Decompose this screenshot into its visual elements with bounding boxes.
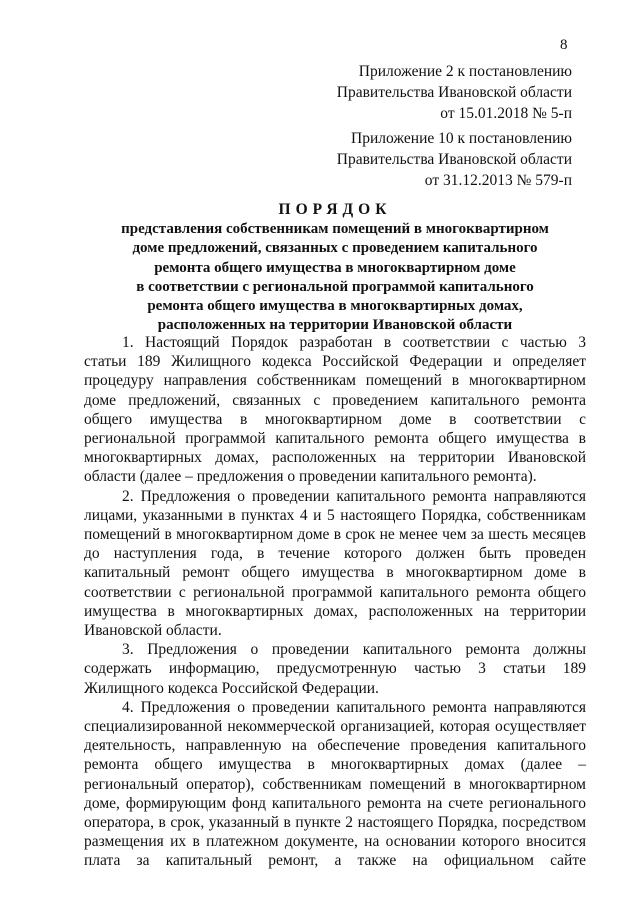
paragraph-line: 3. Предложения о проведении капитального ремонта должны: [122, 641, 586, 659]
paragraph-line: ремонта общего имущества в многоквартирных домах (далее –: [84, 756, 586, 774]
appendix-original-line: Правительства Ивановской области: [336, 151, 572, 168]
paragraph-4: [84, 698, 586, 871]
paragraph-line: общего имущества в многоквартирном доме в соответствии с: [84, 410, 586, 428]
appendix-current-line: Правительства Ивановской области: [336, 84, 572, 101]
appendix-original-line: от 31.12.2013 № 579-п: [424, 172, 572, 189]
paragraph-line: региональной программой капитального ремонта общего имущества в: [84, 430, 586, 448]
subtitle-line: доме предложений, связанных с проведением капитального: [132, 240, 538, 257]
paragraph-line: многоквартирных домах, расположенных на территории Ивановской: [84, 449, 586, 467]
page-number: 8: [560, 37, 568, 53]
paragraph-line: статьи 189 Жилищного кодекса Российской Федерации и определяет: [84, 353, 586, 371]
paragraph-line: 4. Предложения о проведении капитального ремонта направляются: [122, 698, 586, 716]
document-title: ПОРЯДОК: [278, 201, 392, 218]
appendix-original-header: [337, 128, 572, 191]
paragraph-line: процедуру направления собственникам помещений в многоквартирном: [84, 372, 586, 390]
appendix-original-line: Приложение 10 к постановлению: [351, 130, 572, 147]
paragraph-line: специализированной некоммерческой организацией, которая осуществляет: [84, 718, 586, 736]
paragraph-line: 1. Настоящий Порядок разработан в соответствии с частью 3: [122, 334, 586, 351]
paragraph-line: содержать информацию, предусмотренную частью 3 статьи 189: [84, 660, 586, 678]
paragraph-line: размещения их в платежном документе, на основании которого вносится: [84, 833, 586, 851]
paragraph-line: Ивановской области.: [84, 622, 222, 640]
paragraph-line: плата за капитальный ремонт, а также на официальном сайте: [84, 852, 586, 870]
paragraph-line: Жилищного кодекса Российской Федерации.: [84, 679, 379, 697]
subtitle-line: ремонта общего имущества в многоквартирном доме: [154, 259, 516, 276]
paragraph-line: деятельность, направленную на обеспечение проведения капитального: [84, 737, 586, 755]
appendix-current-header: [337, 61, 572, 124]
document-subtitle: [84, 220, 586, 336]
paragraph-line: соответствии с региональной программой капитального ремонта общего: [84, 583, 586, 601]
document-body: [84, 333, 586, 871]
paragraph-2: [84, 487, 586, 641]
paragraph-3: [84, 640, 586, 698]
paragraph-line: помещений в многоквартирном доме в срок не менее чем за шесть месяцев: [84, 526, 586, 544]
paragraph-1: [84, 333, 586, 487]
paragraph-line: 2. Предложения о проведении капитального ремонта направляются: [122, 487, 586, 505]
paragraph-line: оператора, в срок, указанный в пункте 2 настоящего Порядка, посредством: [84, 814, 586, 832]
paragraph-line: имущества в многоквартирных домах, расположенных на территории: [84, 602, 586, 620]
paragraph-line: доме, формирующим фонд капитального ремонта на счете регионального: [84, 794, 586, 812]
paragraph-line: доме предложений, связанных с проведением капитального ремонта: [84, 391, 586, 409]
paragraph-line: лицами, указанными в пунктах 4 и 5 настоящего Порядка, собственникам: [84, 506, 586, 524]
appendix-current-line: Приложение 2 к постановлению: [358, 63, 572, 80]
appendix-current-line: от 15.01.2018 № 5-п: [440, 105, 572, 122]
subtitle-line: расположенных на территории Ивановской области: [157, 317, 513, 334]
subtitle-line: ремонта общего имущества в многоквартирных домах,: [147, 298, 523, 315]
paragraph-line: области (далее – предложения о проведении капитального ремонта).: [84, 468, 537, 486]
subtitle-line: в соответствии с региональной программой капитального: [136, 278, 534, 295]
paragraph-line: до наступления года, в течение которого должен быть проведен: [84, 545, 586, 563]
paragraph-line: региональный оператор), собственникам помещений в многоквартирном: [84, 775, 586, 793]
subtitle-line: представления собственникам помещений в многоквартирном: [121, 221, 549, 237]
paragraph-line: капитальный ремонт общего имущества в многоквартирном доме в: [84, 564, 586, 582]
